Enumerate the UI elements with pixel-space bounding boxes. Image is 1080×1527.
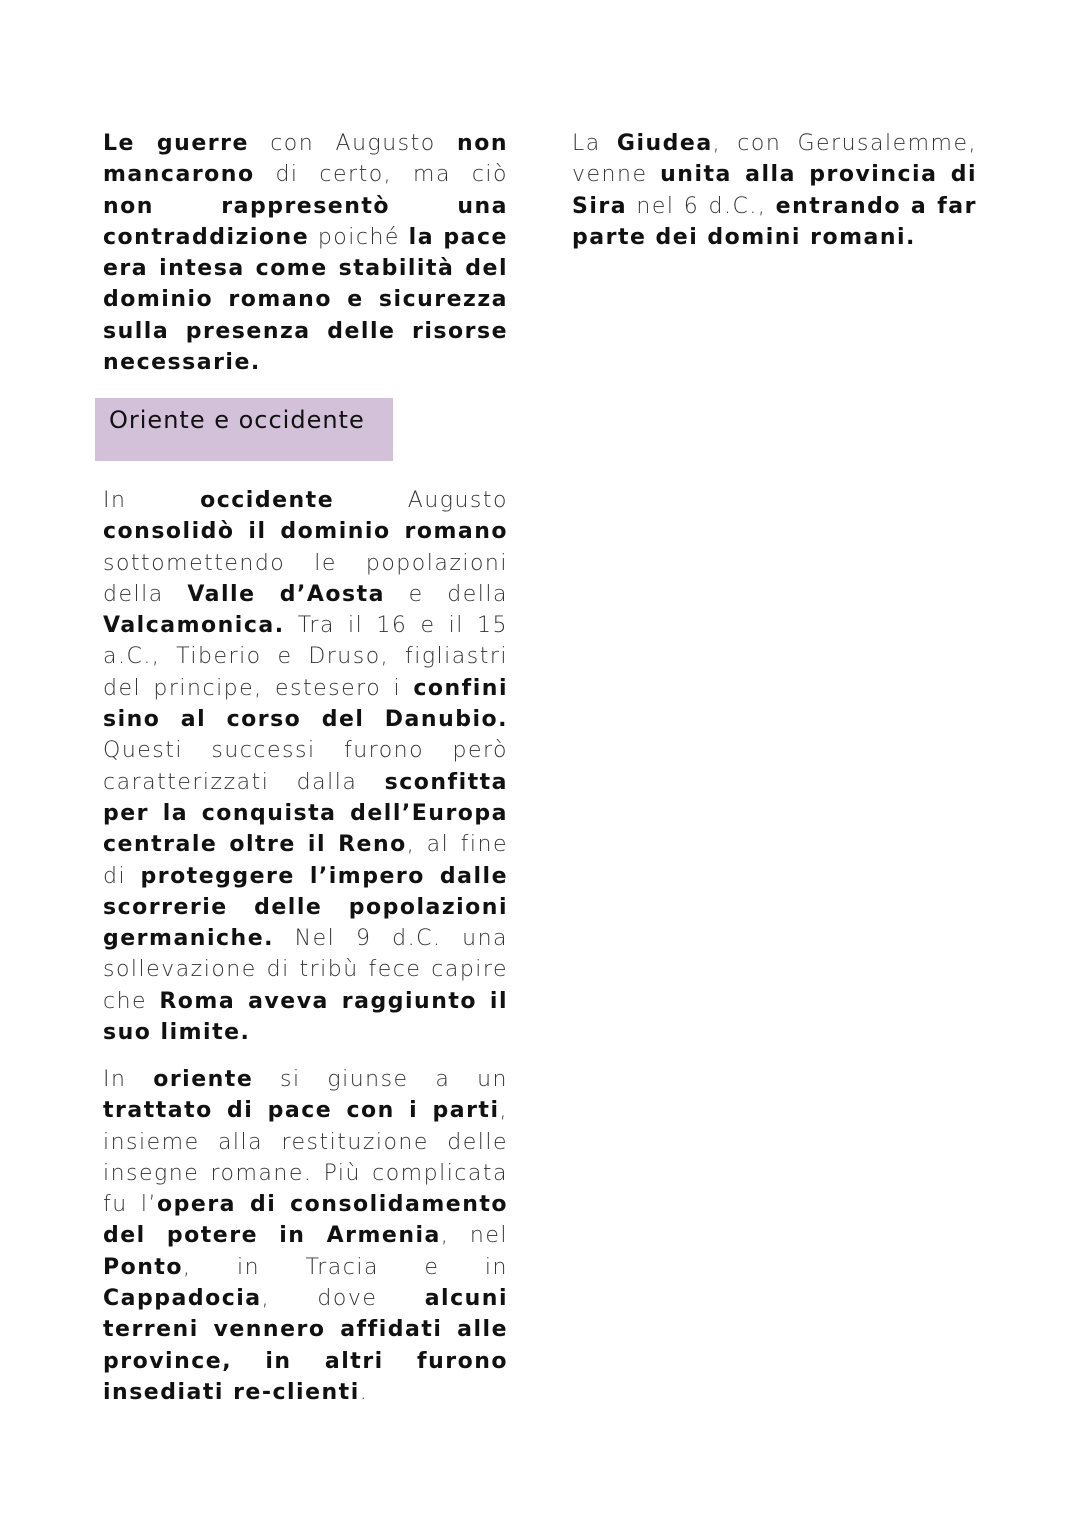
bold-text-run: confini sino al corso del Danubio. — [103, 675, 508, 733]
text-run: In — [103, 1067, 154, 1092]
bold-text-run: sconfitta per la conquista dell’Europa centrale oltre il Reno — [103, 769, 508, 858]
text-run: si giunse a un — [253, 1067, 508, 1092]
bold-text-run: unita alla provincia di Sira — [572, 162, 977, 219]
bold-text-run: entrando a far parte dei domini romani. — [572, 193, 977, 250]
bold-text-run: proteggere l’impero dalle scorrerie delle popolazioni germaniche. — [103, 863, 508, 952]
text-run: Tra il 16 e il 15 a.C., Tiberio e Druso, figliastri del principe, estesero i — [103, 613, 508, 701]
bold-text-run: la pace era intesa come stabilità del dominio romano e sicurezza sulla presenza delle risorse necessarie. — [103, 224, 508, 376]
bold-text-run: alcuni terreni vennero affidati alle province, in altri furono insediati re-clienti — [103, 1286, 508, 1405]
text-run: e della — [385, 581, 508, 607]
section-heading: Oriente e occidente — [95, 398, 393, 461]
bold-text-run: trattato di pace con i parti — [103, 1098, 500, 1124]
bold-text-run: Cappadocia — [103, 1286, 262, 1312]
bold-text-run: occidente — [200, 488, 335, 513]
text-run: Augusto — [334, 488, 508, 513]
text-run: , al fine di — [103, 832, 508, 889]
text-run: nel 6 d.C., — [627, 193, 776, 219]
text-run: , nel — [440, 1223, 508, 1249]
paragraph-giudea — [572, 128, 977, 253]
bold-text-run: non mancarono — [103, 131, 508, 188]
text-run: , in Tracia e in — [183, 1254, 508, 1280]
text-run: La — [572, 131, 617, 156]
text-run: , dove — [261, 1286, 425, 1312]
bold-text-run: Valle d’Aosta — [187, 581, 385, 607]
paragraph-guerre-augusto — [103, 128, 508, 378]
bold-text-run: opera di consolidamento del potere in Armenia — [103, 1192, 508, 1249]
bold-text-run: non rappresentò una contraddizione — [103, 193, 508, 250]
bold-text-run: Roma aveva raggiunto il suo limite. — [103, 988, 508, 1046]
text-run: con Augusto — [248, 131, 458, 156]
bold-text-run: Le guerre — [103, 131, 249, 156]
text-run: Questi successi furono però caratterizzati dalla — [103, 738, 508, 795]
text-run: Nel 9 d.C. una sollevazione di tribù fece capire che — [103, 926, 508, 1014]
text-run: . — [359, 1379, 369, 1405]
text-run: poiché — [309, 224, 409, 250]
text-run: di certo, ma ciò — [254, 162, 508, 188]
paragraph-occidente — [103, 485, 508, 1048]
text-run: sottomettendo le popolazioni della — [103, 550, 508, 607]
bold-text-run: Giudea — [616, 131, 713, 156]
paragraph-oriente — [103, 1064, 508, 1408]
text-run: , insieme alla restituzione delle insegne romane. Più complicata fu l’ — [103, 1098, 508, 1218]
bold-text-run: consolidò il dominio romano — [103, 519, 508, 545]
text-run: In — [103, 488, 201, 513]
bold-text-run: oriente — [153, 1067, 254, 1092]
bold-text-run: Valcamonica. — [103, 613, 285, 639]
bold-text-run: Ponto — [103, 1254, 184, 1280]
text-run: , con Gerusalemme, venne — [572, 131, 978, 188]
